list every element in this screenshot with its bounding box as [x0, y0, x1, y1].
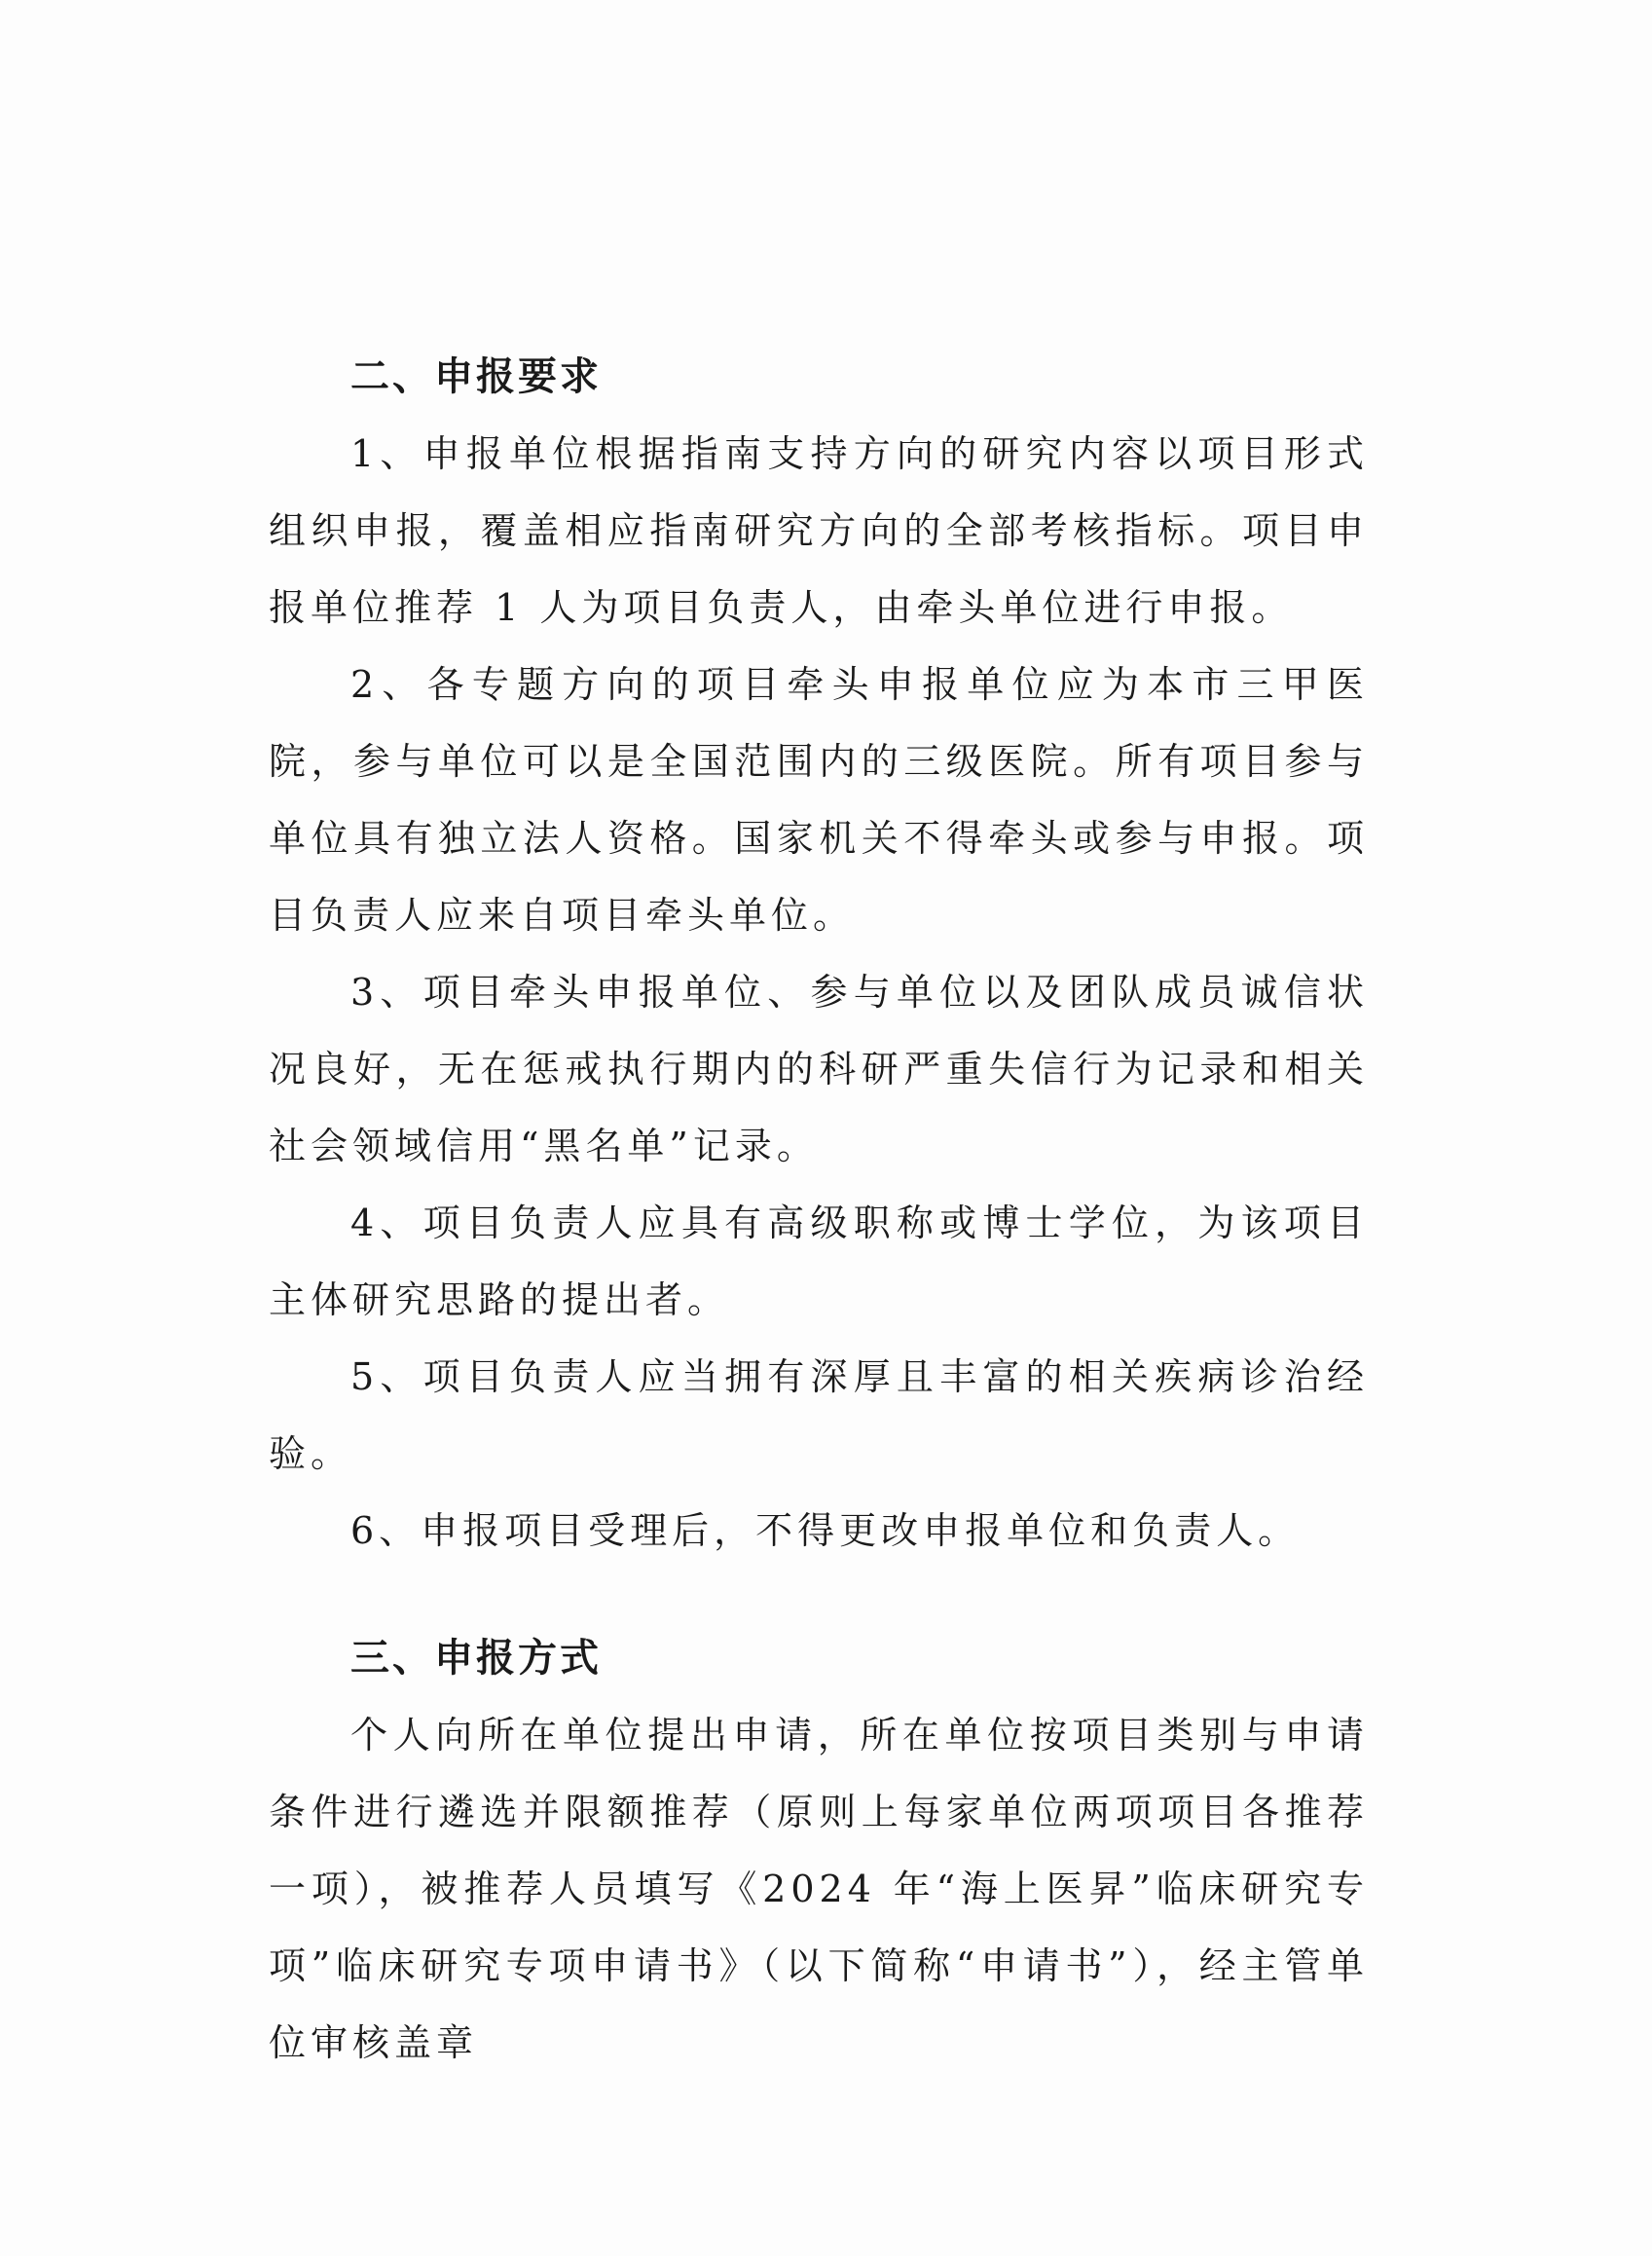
requirement-paragraph-5: 5、项目负责人应当拥有深厚且丰富的相关疾病诊治经验。 — [269, 1355, 1369, 1475]
requirement-paragraph-4: 4、项目负责人应具有高级职称或博士学位，为该项目主体研究思路的提出者。 — [269, 1202, 1369, 1321]
requirement-paragraph-3: 3、项目牵头申报单位、参与单位以及团队成员诚信状况良好，无在惩戒执行期内的科研严重失信行为记录和相关社会领域信用“黑名单”记录。 — [269, 971, 1369, 1167]
section-heading: 二、申报要求 — [350, 354, 602, 399]
requirement-paragraph-1: 1、申报单位根据指南支持方向的研究内容以项目形式组织申报，覆盖相应指南研究方向的全部考核指标。项目申报单位推荐 1 人为项目负责人，由牵头单位进行申报。 — [269, 432, 1369, 629]
section-spacer — [269, 1570, 1369, 1620]
method-paragraph-1: 个人向所在单位提出申请，所在单位按项目类别与申请条件进行遴选并限额推荐（原则上每家单位两项项目各推荐一项），被推荐人员填写《2024 年“海上医昇”临床研究专项”临床研究专项申请书》（以下简称“申请书”），经主管单位审核盖章 — [269, 1714, 1369, 2064]
section-application-method — [269, 1620, 1369, 2082]
section-application-requirements — [269, 339, 1369, 1570]
section-heading: 三、申报方式 — [350, 1636, 602, 1681]
requirement-paragraph-2: 2、各专题方向的项目牵头申报单位应为本市三甲医院，参与单位可以是全国范围内的三级医院。所有项目参与单位具有独立法人资格。国家机关不得牵头或参与申报。项目负责人应来自项目牵头单位。 — [269, 663, 1369, 937]
document-body — [269, 339, 1369, 2082]
requirement-paragraph-6: 6、申报项目受理后，不得更改申报单位和负责人。 — [350, 1509, 1301, 1552]
